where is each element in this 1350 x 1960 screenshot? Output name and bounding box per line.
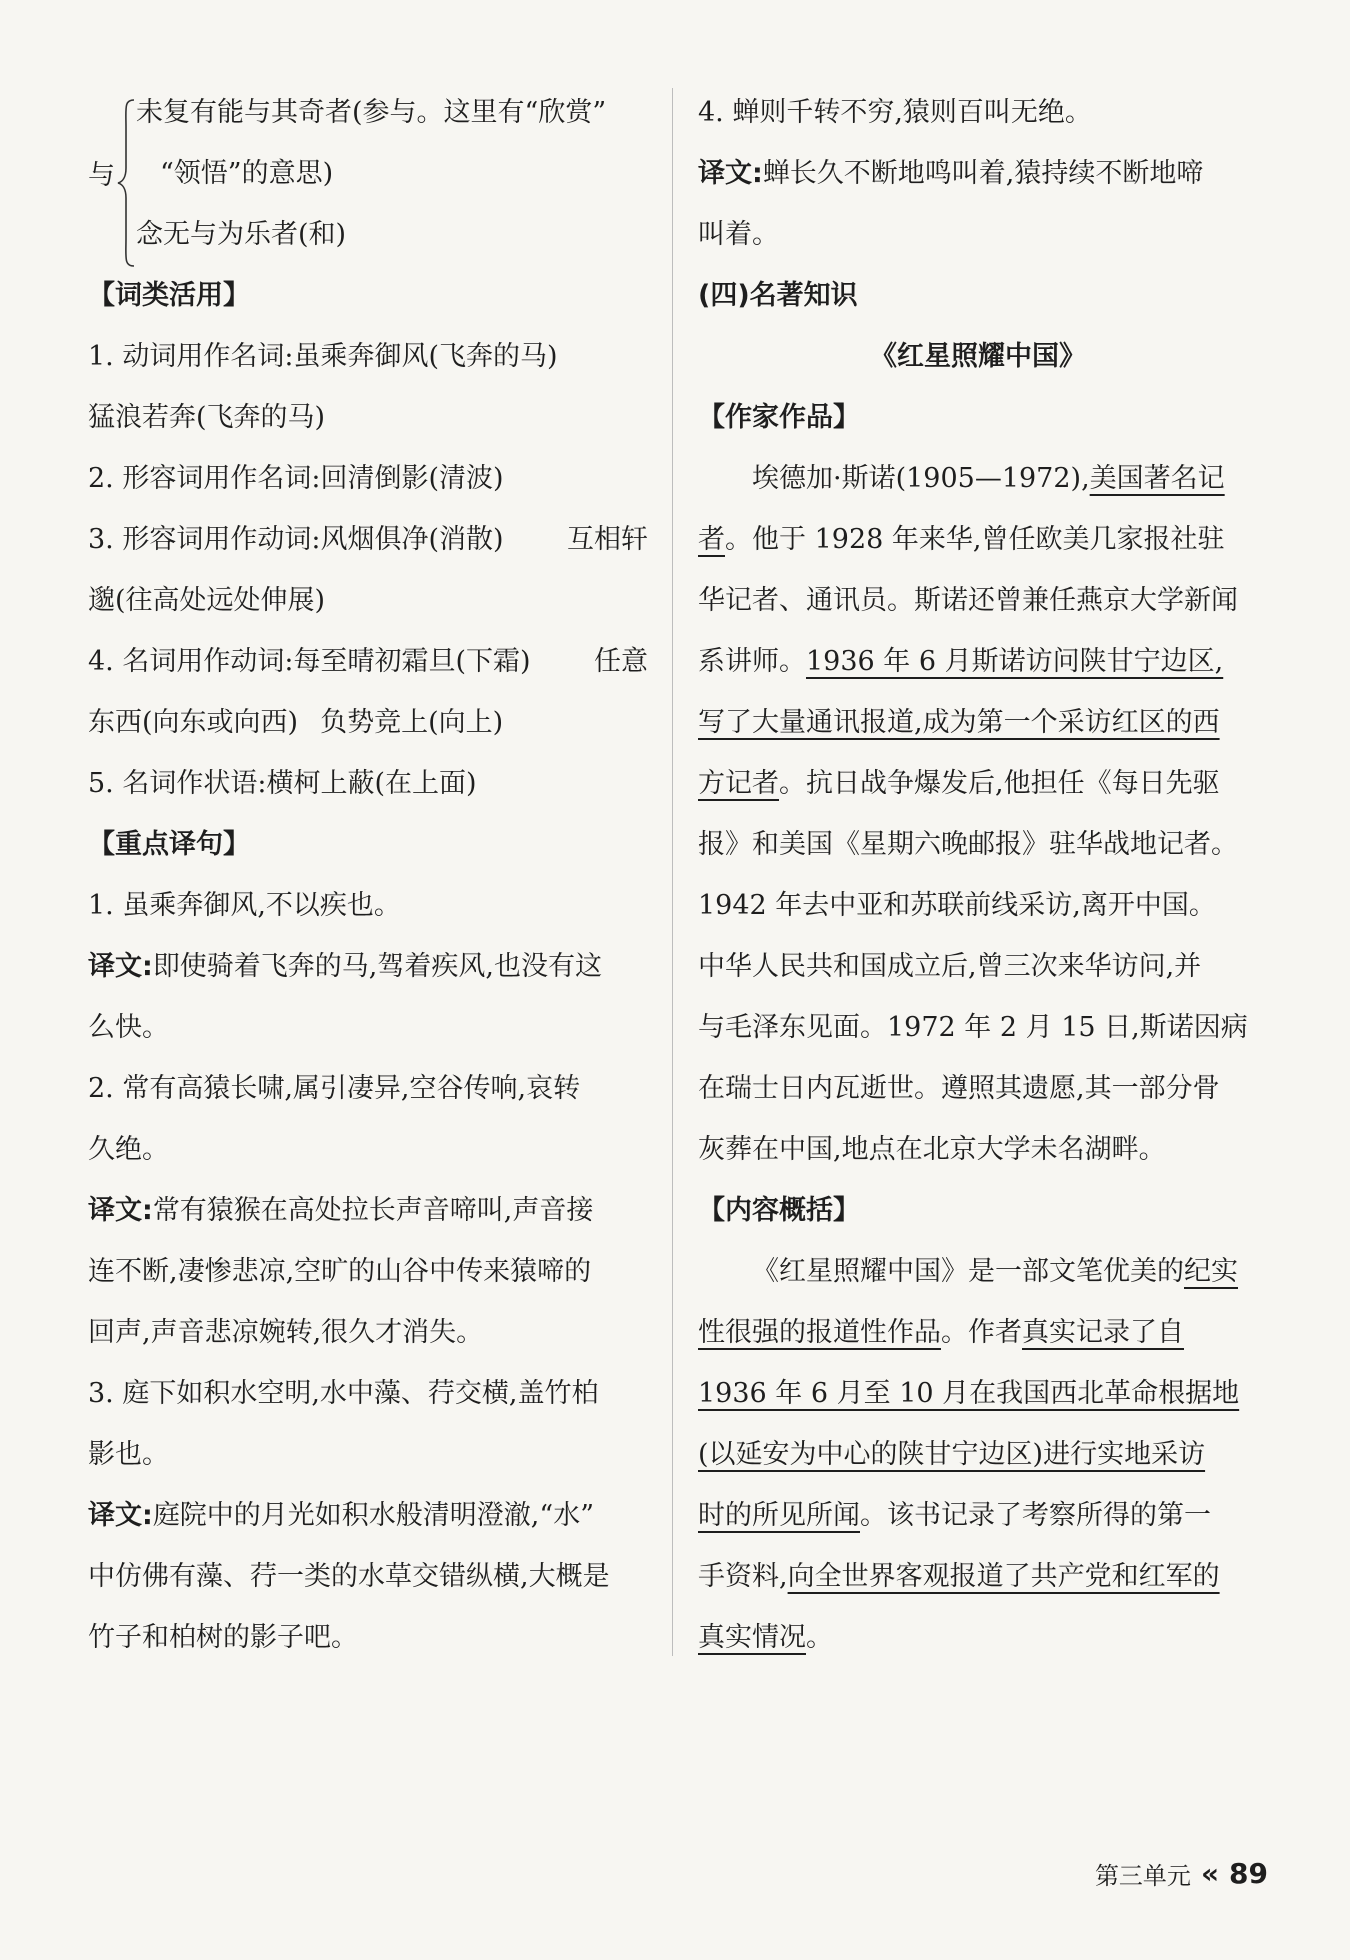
author-line-10: 与毛泽东见面。1972 年 2 月 15 日,斯诺因病 — [698, 1012, 1248, 1043]
translation-2-line-2: 连不断,凄惨悲凉,空旷的山谷中传来猿啼的 — [88, 1256, 592, 1287]
brace-line-1: 未复有能与其奇者(参与。这里有“欣赏” — [136, 97, 607, 128]
translation-4-line-2: 叫着。 — [698, 219, 779, 250]
summary-line-4 — [698, 1430, 1258, 1491]
underline-text: 性很强的 — [698, 1317, 806, 1348]
translation-label: 译文: — [88, 1500, 153, 1531]
author-line-1: 埃德加·斯诺(1905—1972),美国著名记 — [752, 463, 1225, 494]
underline-text: 向全世界客观报道了共产党和红军的 — [787, 1561, 1220, 1592]
ciliei-line-5: 邈(往高处远处伸展) — [88, 585, 326, 616]
underline-text: 纪实 — [1184, 1256, 1238, 1287]
double-chevron-left-icon: « — [1200, 1857, 1220, 1890]
ciliei-line-7b: 负势竞上(向上) — [320, 707, 504, 738]
underline-text: 者 — [698, 524, 725, 555]
left-column — [88, 88, 648, 1674]
author-line-9: 中华人民共和国成立后,曾三次来华访问,并 — [698, 951, 1202, 982]
heading-neirong: 【内容概括】 — [698, 1195, 860, 1226]
book-title: 《红星照耀中国》 — [870, 341, 1086, 372]
ciliei-line-1: 1. 动词用作名词:虽乘奔御风(飞奔的马) — [88, 341, 558, 372]
heading-ciliei: 【词类活用】 — [88, 280, 250, 311]
underline-text: 真实情况 — [698, 1622, 806, 1653]
author-line-7: 报》和美国《星期六晚邮报》驻华战地记者。 — [698, 829, 1238, 860]
brace-line-2: “领悟”的意思) — [160, 158, 334, 189]
translation-1-line-2: 么快。 — [88, 1012, 169, 1043]
author-line-12: 灰葬在中国,地点在北京大学未名湖畔。 — [698, 1134, 1166, 1165]
heading-zuojia: 【作家作品】 — [698, 402, 860, 433]
brace-line-3: 念无与为乐者(和) — [136, 219, 347, 250]
translation-label: 译文: — [88, 951, 153, 982]
author-line-3: 华记者、通讯员。斯诺还曾兼任燕京大学新闻 — [698, 585, 1238, 616]
ciliei-line-7 — [88, 698, 648, 759]
right-column — [698, 88, 1258, 1674]
sentence-3-line-2: 影也。 — [88, 1439, 169, 1470]
underline-text: 真实记录了自 — [1022, 1317, 1184, 1348]
underline-text: 时的所见所闻 — [698, 1500, 860, 1531]
ciliei-line-7a: 东西(向东或向西) — [88, 707, 299, 738]
ciliei-line-4 — [88, 515, 648, 576]
page-footer — [1095, 1856, 1268, 1891]
curly-brace-icon — [116, 98, 136, 268]
heading-yiju: 【重点译句】 — [88, 829, 250, 860]
author-line-11: 在瑞士日内瓦逝世。遵照其遗愿,其一部分骨 — [698, 1073, 1220, 1104]
sentence-2-line-2: 久绝。 — [88, 1134, 169, 1165]
page-number: 89 — [1229, 1857, 1268, 1890]
brace-lines — [136, 88, 606, 271]
summary-line-7: 真实情况。 — [698, 1622, 833, 1653]
translation-3-line-1: 译文:庭院中的月光如积水般清明澄澈,“水” — [88, 1500, 595, 1531]
underline-text: 报道性作品 — [806, 1317, 941, 1348]
sentence-1: 1. 虽乘奔御风,不以疾也。 — [88, 890, 401, 921]
author-line-6: 方记者。抗日战争爆发后,他担任《每日先驱 — [698, 768, 1220, 799]
unit-label: 第三单元 — [1094, 1862, 1191, 1890]
ciliei-line-4b: 互相轩 — [567, 524, 648, 555]
ciliei-line-8: 5. 名词作状语:横柯上蔽(在上面) — [88, 768, 477, 799]
summary-line-5: 时的所见所闻。该书记录了考察所得的第一 — [698, 1500, 1211, 1531]
heading-mingzhu: (四)名著知识 — [698, 280, 858, 311]
ciliei-line-6b: 任意 — [594, 646, 648, 677]
underline-text: 方记者 — [698, 768, 779, 799]
underline-text: 写了大量通讯报道,成为第一个采访红区的西 — [698, 707, 1220, 738]
translation-1-line-1: 译文:即使骑着飞奔的马,驾着疾风,也没有这 — [88, 951, 602, 982]
author-line-8: 1942 年去中亚和苏联前线采访,离开中国。 — [698, 890, 1216, 921]
translation-3-line-3: 竹子和柏树的影子吧。 — [88, 1622, 358, 1653]
ciliei-line-6a: 4. 名词用作动词:每至晴初霜旦(下霜) — [88, 646, 531, 677]
underline-text: (以延安为中心的陕甘宁边区)进行实地采访 — [698, 1439, 1206, 1470]
translation-label: 译文: — [88, 1195, 153, 1226]
summary-line-1: 《红星照耀中国》是一部文笔优美的纪实 — [752, 1256, 1238, 1287]
sentence-4: 4. 蝉则千转不穷,猿则百叫无绝。 — [698, 97, 1092, 128]
column-divider — [672, 88, 673, 1656]
ciliei-line-4a: 3. 形容词用作动词:风烟俱净(消散) — [88, 524, 504, 555]
underline-text: 美国著名记 — [1089, 463, 1225, 494]
translation-3-line-2: 中仿佛有藻、荇一类的水草交错纵横,大概是 — [88, 1561, 610, 1592]
brace-head-char: 与 — [88, 160, 115, 191]
ciliei-line-6 — [88, 637, 648, 698]
author-line-5 — [698, 698, 1258, 759]
translation-2-line-1: 译文:常有猿猴在高处拉长声音啼叫,声音接 — [88, 1195, 594, 1226]
brace-group — [88, 88, 648, 271]
author-line-2: 者。他于 1928 年来华,曾任欧美几家报社驻 — [698, 524, 1225, 555]
translation-2-line-3: 回声,声音悲凉婉转,很久才消失。 — [88, 1317, 484, 1348]
sentence-3-line-1: 3. 庭下如积水空明,水中藻、荇交横,盖竹柏 — [88, 1378, 599, 1409]
underline-text: 1936 年 6 月斯诺访问陕甘宁边区, — [806, 646, 1224, 677]
summary-line-3 — [698, 1369, 1258, 1430]
summary-line-2: 性很强的报道性作品。作者真实记录了自 — [698, 1317, 1184, 1348]
ciliei-line-2: 猛浪若奔(飞奔的马) — [88, 402, 326, 433]
underline-text: 1936 年 6 月至 10 月在我国西北革命根据地 — [698, 1378, 1240, 1409]
ciliei-line-3: 2. 形容词用作名词:回清倒影(清波) — [88, 463, 504, 494]
translation-4-line-1: 译文:蝉长久不断地鸣叫着,猿持续不断地啼 — [698, 158, 1204, 189]
summary-line-6: 手资料,向全世界客观报道了共产党和红军的 — [698, 1561, 1220, 1592]
sentence-2-line-1: 2. 常有高猿长啸,属引凄异,空谷传响,哀转 — [88, 1073, 581, 1104]
translation-label: 译文: — [698, 158, 763, 189]
author-line-4: 系讲师。1936 年 6 月斯诺访问陕甘宁边区, — [698, 646, 1224, 677]
